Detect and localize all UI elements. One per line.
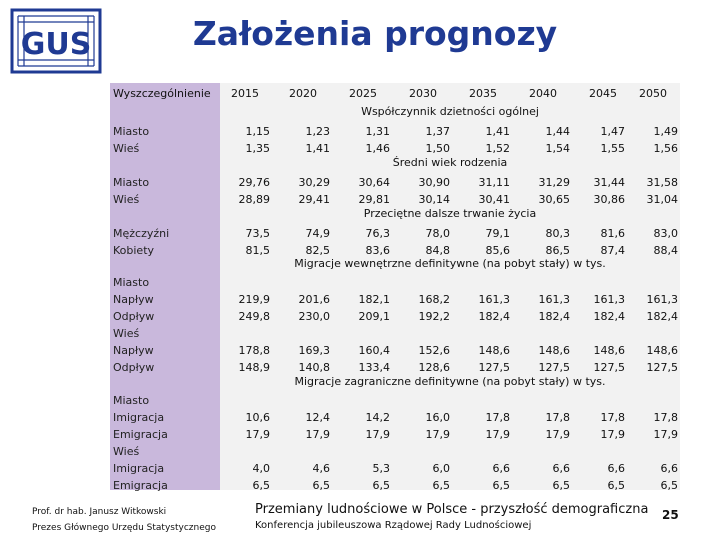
table-cell: 1,23 (305, 125, 330, 138)
table-cell: 182,4 (593, 310, 625, 323)
table-cell: 1,50 (425, 142, 450, 155)
table-cell: 249,8 (238, 310, 270, 323)
table-cell: 6,5 (492, 479, 510, 492)
page-number: 25 (662, 508, 679, 522)
table-cell: 148,6 (593, 344, 625, 357)
year-header: 2035 (469, 87, 497, 100)
row-label: Miasto (113, 176, 150, 189)
row-label: Wieś (113, 327, 140, 340)
table-cell: 30,65 (538, 193, 570, 206)
table-cell: 17,9 (545, 428, 570, 441)
table-cell: 6,5 (660, 479, 678, 492)
section-heading: Migracje zagraniczne definitywne (na pobyt stały) w tys. (294, 375, 606, 388)
table-cell: 87,4 (600, 244, 625, 257)
table-cell: 83,0 (653, 227, 678, 240)
row-label: Miasto (113, 394, 150, 407)
table-cell: 78,0 (425, 227, 450, 240)
table-cell: 30,86 (593, 193, 625, 206)
footer-conference: Konferencja jubileuszowa Rządowej Rady Ludnościowej (255, 520, 532, 531)
table-cell: 6,6 (552, 462, 570, 475)
table-cell: 6,6 (660, 462, 678, 475)
footer-author (32, 504, 216, 536)
table-cell: 1,49 (653, 125, 678, 138)
author-name: Prof. dr hab. Janusz Witkowski (32, 507, 167, 517)
table-cell: 31,04 (646, 193, 678, 206)
table-cell: 127,5 (646, 361, 678, 374)
table-cell: 133,4 (358, 361, 390, 374)
table-cell: 182,4 (478, 310, 510, 323)
table-cell: 1,56 (653, 142, 678, 155)
table-cell: 1,15 (245, 125, 270, 138)
year-header: 2015 (231, 87, 259, 100)
row-label: Mężczyźni (113, 227, 170, 240)
table-cell: 30,14 (418, 193, 450, 206)
forecast-table (110, 83, 680, 490)
year-header: 2025 (349, 87, 377, 100)
table-cell: 10,6 (245, 411, 270, 424)
table-cell: 12,4 (305, 411, 330, 424)
table-cell: 17,8 (485, 411, 510, 424)
table-cell: 1,47 (600, 125, 625, 138)
table-cell: 17,9 (600, 428, 625, 441)
table-cell: 1,44 (545, 125, 570, 138)
row-label: Wieś (113, 193, 140, 206)
table-cell: 31,11 (478, 176, 510, 189)
table-cell: 14,2 (365, 411, 390, 424)
table-cell: 4,6 (312, 462, 330, 475)
table-cell: 160,4 (358, 344, 390, 357)
table-cell: 6,5 (372, 479, 390, 492)
table-cell: 127,5 (593, 361, 625, 374)
table-cell: 127,5 (538, 361, 570, 374)
table-cell: 85,6 (485, 244, 510, 257)
table-cell: 29,76 (238, 176, 270, 189)
section-heading: Średni wiek rodzenia (392, 156, 508, 169)
table-cell: 1,54 (545, 142, 570, 155)
row-label: Wieś (113, 445, 140, 458)
section-heading: Współczynnik dzietności ogólnej (361, 105, 539, 118)
table-cell: 219,9 (238, 293, 270, 306)
row-label: Odpływ (113, 310, 155, 323)
table-cell: 148,6 (478, 344, 510, 357)
table-cell: 6,5 (312, 479, 330, 492)
table-cell: 6,6 (607, 462, 625, 475)
table-cell: 168,2 (418, 293, 450, 306)
table-cell: 6,0 (432, 462, 450, 475)
table-cell: 1,31 (365, 125, 390, 138)
table-cell: 17,9 (305, 428, 330, 441)
table-cell: 161,3 (646, 293, 678, 306)
table-cell: 82,5 (305, 244, 330, 257)
table-cell: 17,9 (245, 428, 270, 441)
table-cell: 88,4 (653, 244, 678, 257)
table-cell: 6,5 (252, 479, 270, 492)
table-cell: 17,9 (425, 428, 450, 441)
year-header: 2050 (639, 87, 667, 100)
year-header: 2040 (529, 87, 557, 100)
year-header: 2020 (289, 87, 317, 100)
table-cell: 201,6 (298, 293, 330, 306)
table-cell: 127,5 (478, 361, 510, 374)
year-header: 2045 (589, 87, 617, 100)
table-cell: 192,2 (418, 310, 450, 323)
table-cell: 29,41 (298, 193, 330, 206)
table-cell: 28,89 (238, 193, 270, 206)
table-cell: 30,90 (418, 176, 450, 189)
table-cell: 182,4 (538, 310, 570, 323)
row-label: Kobiety (113, 244, 155, 257)
gus-logo (8, 8, 104, 74)
table-cell: 76,3 (365, 227, 390, 240)
table-cell: 230,0 (298, 310, 330, 323)
table-cell: 74,9 (305, 227, 330, 240)
table-cell: 73,5 (245, 227, 270, 240)
section-heading: Przeciętne dalsze trwanie życia (363, 207, 537, 220)
logo-text: GUS (20, 27, 92, 62)
table-cell: 6,5 (552, 479, 570, 492)
year-header: 2030 (409, 87, 437, 100)
row-label: Emigracja (113, 428, 168, 441)
table-cell: 31,44 (593, 176, 625, 189)
table-cell: 86,5 (545, 244, 570, 257)
row-label: Napływ (113, 293, 154, 306)
table-cell: 31,29 (538, 176, 570, 189)
table-cell: 1,37 (425, 125, 450, 138)
table-cell: 1,55 (600, 142, 625, 155)
row-label: Napływ (113, 344, 154, 357)
table-cell: 140,8 (298, 361, 330, 374)
table-cell: 1,52 (485, 142, 510, 155)
row-label: Wieś (113, 142, 140, 155)
table-cell: 17,8 (600, 411, 625, 424)
table-cell: 17,9 (365, 428, 390, 441)
table-cell: 84,8 (425, 244, 450, 257)
header-label: Wyszczególnienie (113, 87, 211, 100)
row-label: Miasto (113, 276, 150, 289)
table-cell: 17,9 (653, 428, 678, 441)
table-cell: 148,6 (646, 344, 678, 357)
table-cell: 128,6 (418, 361, 450, 374)
table-cell: 169,3 (298, 344, 330, 357)
table-cell: 80,3 (545, 227, 570, 240)
row-label: Miasto (113, 125, 150, 138)
page-title: Założenia prognozy (192, 14, 558, 53)
table-cell: 6,6 (492, 462, 510, 475)
author-title: Prezes Głównego Urzędu Statystycznego (32, 523, 216, 533)
table-cell: 1,41 (485, 125, 510, 138)
table-cell: 17,9 (485, 428, 510, 441)
table-cell: 209,1 (358, 310, 390, 323)
table-cell: 1,46 (365, 142, 390, 155)
table-cell: 1,35 (245, 142, 270, 155)
row-label: Imigracja (113, 462, 165, 475)
table-cell: 148,6 (538, 344, 570, 357)
table-cell: 30,41 (478, 193, 510, 206)
table-cell: 161,3 (478, 293, 510, 306)
section-heading: Migracje wewnętrzne definitywne (na pobyt stały) w tys. (294, 257, 606, 270)
table-cell: 6,5 (432, 479, 450, 492)
table-cell: 6,5 (607, 479, 625, 492)
table-cell: 152,6 (418, 344, 450, 357)
table-cell: 17,8 (545, 411, 570, 424)
table-cell: 161,3 (538, 293, 570, 306)
table-cell: 83,6 (365, 244, 390, 257)
row-label: Imigracja (113, 411, 165, 424)
table-cell: 81,5 (245, 244, 270, 257)
table-cell: 148,9 (238, 361, 270, 374)
table-cell: 30,29 (298, 176, 330, 189)
table-cell: 17,8 (653, 411, 678, 424)
table-cell: 178,8 (238, 344, 270, 357)
table-cell: 79,1 (485, 227, 510, 240)
table-cell: 4,0 (252, 462, 270, 475)
table-cell: 16,0 (425, 411, 450, 424)
footer-subtitle: Przemiany ludnościowe w Polsce - przyszłość demograficzna (255, 502, 649, 517)
table-cell: 31,58 (646, 176, 678, 189)
table-cell: 161,3 (593, 293, 625, 306)
table-cell: 182,1 (358, 293, 390, 306)
table-cell: 5,3 (372, 462, 390, 475)
table-cell: 81,6 (600, 227, 625, 240)
table-cell: 1,41 (305, 142, 330, 155)
table-cell: 182,4 (646, 310, 678, 323)
table-cell: 29,81 (358, 193, 390, 206)
row-label: Emigracja (113, 479, 168, 492)
row-label: Odpływ (113, 361, 155, 374)
table-cell: 30,64 (358, 176, 390, 189)
